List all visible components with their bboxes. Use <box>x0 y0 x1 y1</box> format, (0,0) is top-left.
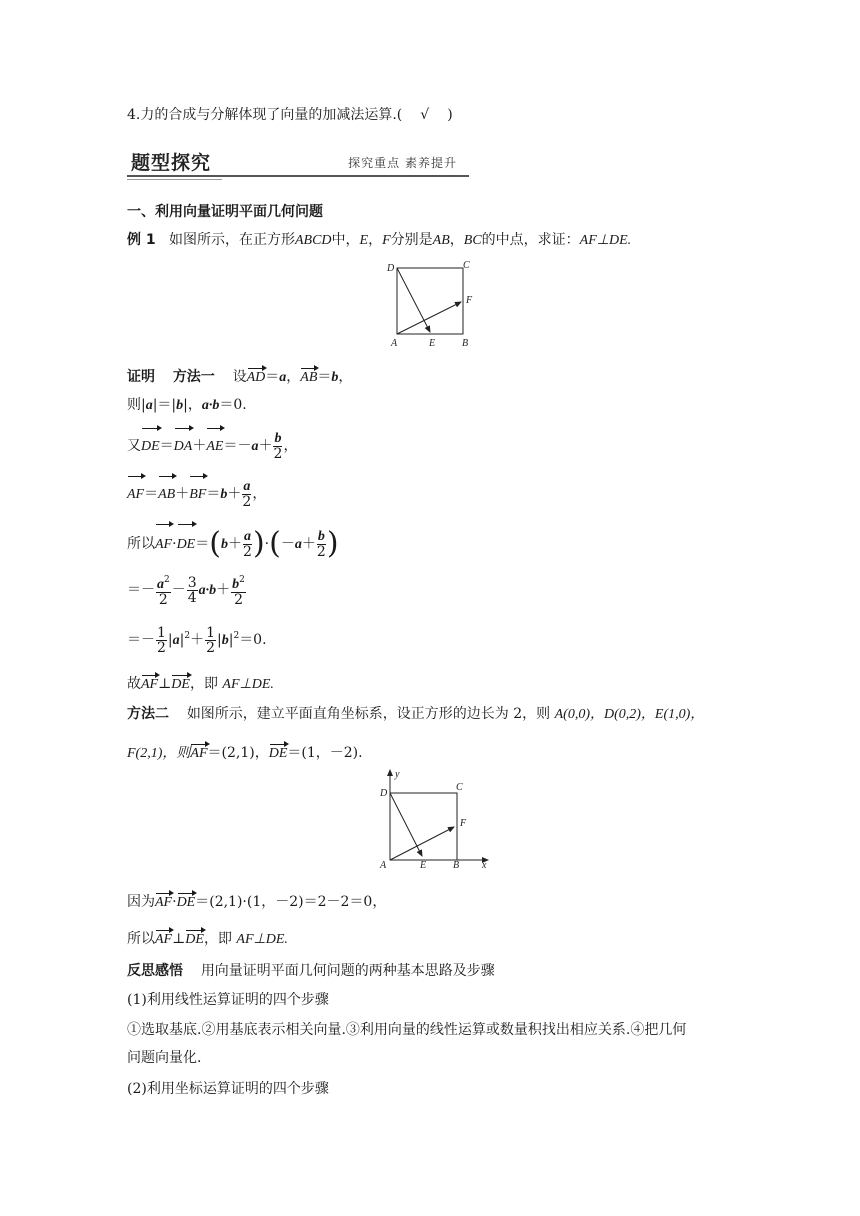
reflection-steps-1b: 问题向量化. <box>127 1050 202 1066</box>
proof-line-6: ＝－ $\frac{a^2}{2}$ － $\frac{3}{4}$ a·b＋ $\frac{b^2}{2}$ <box>127 574 245 608</box>
label-A: A <box>391 338 398 349</box>
label-D2: D <box>380 788 388 799</box>
proof-line-1: 证明 方法一 设AD＝a，AB＝b， <box>127 369 353 385</box>
label-E: E <box>429 338 436 349</box>
header-rule <box>127 175 469 177</box>
label-B2: B <box>453 860 460 871</box>
reflection-item-1: (1)利用线性运算证明的四个步骤 <box>127 992 329 1008</box>
example-label: 例 1 <box>127 232 156 248</box>
header-rule-accent <box>127 179 222 180</box>
label-E2: E <box>420 860 427 871</box>
label-F2: F <box>460 818 467 829</box>
proof-line-2: 则|a|＝|b|，a·b＝0. <box>127 397 247 413</box>
label-y: y <box>395 769 400 780</box>
square-figure-1 <box>383 258 483 350</box>
item-text: 4.力的合成与分解体现了向量的加减法运算.( <box>127 107 403 123</box>
proof-line-4: AF＝AB＋BF＝b＋ $\frac{a}{2}$ ， <box>127 476 266 512</box>
section-header <box>127 148 469 180</box>
section-title: 题型探究 <box>131 152 212 174</box>
label-A2: A <box>380 860 387 871</box>
label-C2: C <box>456 782 463 793</box>
reflection-heading: 反思感悟 用向量证明平面几何问题的两种基本思路及步骤 <box>127 963 495 979</box>
proof-line-3: 又DE＝DA＋AE＝－a＋ $\frac{b}{2}$ ， <box>127 428 297 464</box>
check-mark: √ <box>420 107 430 123</box>
section-subtitle: 探究重点 素养提升 <box>348 156 457 170</box>
label-F: F <box>466 295 473 306</box>
label-D: D <box>387 263 395 274</box>
method2-line-2: F(2,1)，则AF＝(2,1)，DE＝(1，－2). <box>127 745 363 761</box>
proof-line-5: 所以AF·DE＝(b＋ $\frac{a}{2}$ )·(－a＋ $\frac{b}{2}$ ) <box>127 524 339 564</box>
topic-heading: 一、利用向量证明平面几何问题 <box>127 204 323 220</box>
example-1: 例 1 如图所示，在正方形ABCD中，E，F分别是AB，BC的中点，求证：AF⊥DE. <box>127 232 632 248</box>
coordinate-figure-2 <box>372 768 496 872</box>
method2-line-3: 因为AF·DE＝(2,1)·(1，－2)＝2－2＝0， <box>127 894 387 910</box>
proof-conclusion-1: 故AF⊥DE，即 AF⊥DE. <box>127 676 274 692</box>
reflection-steps-1a: ①选取基底.②用基底表示相关向量.③利用向量的线性运算或数量积找出相应关系.④把几何 <box>127 1022 687 1038</box>
reflection-item-2: (2)利用坐标运算证明的四个步骤 <box>127 1081 329 1097</box>
true-false-item: 4.力的合成与分解体现了向量的加减法运算.( √ ) <box>127 107 453 123</box>
method2-line-1: 方法二 如图所示，建立平面直角坐标系，设正方形的边长为 2，则 A(0,0)，D(0,2)，E(1,0)， <box>127 706 705 722</box>
proof-line-7: ＝－ $\frac{1}{2}$ $|a|^2+$ $\frac{1}{2}$ $|b|^2=0$. <box>127 624 267 656</box>
label-C: C <box>463 260 470 271</box>
label-B: B <box>462 338 469 349</box>
label-x: x <box>482 860 487 871</box>
method2-conclusion: 所以AF⊥DE，即 AF⊥DE. <box>127 931 288 947</box>
